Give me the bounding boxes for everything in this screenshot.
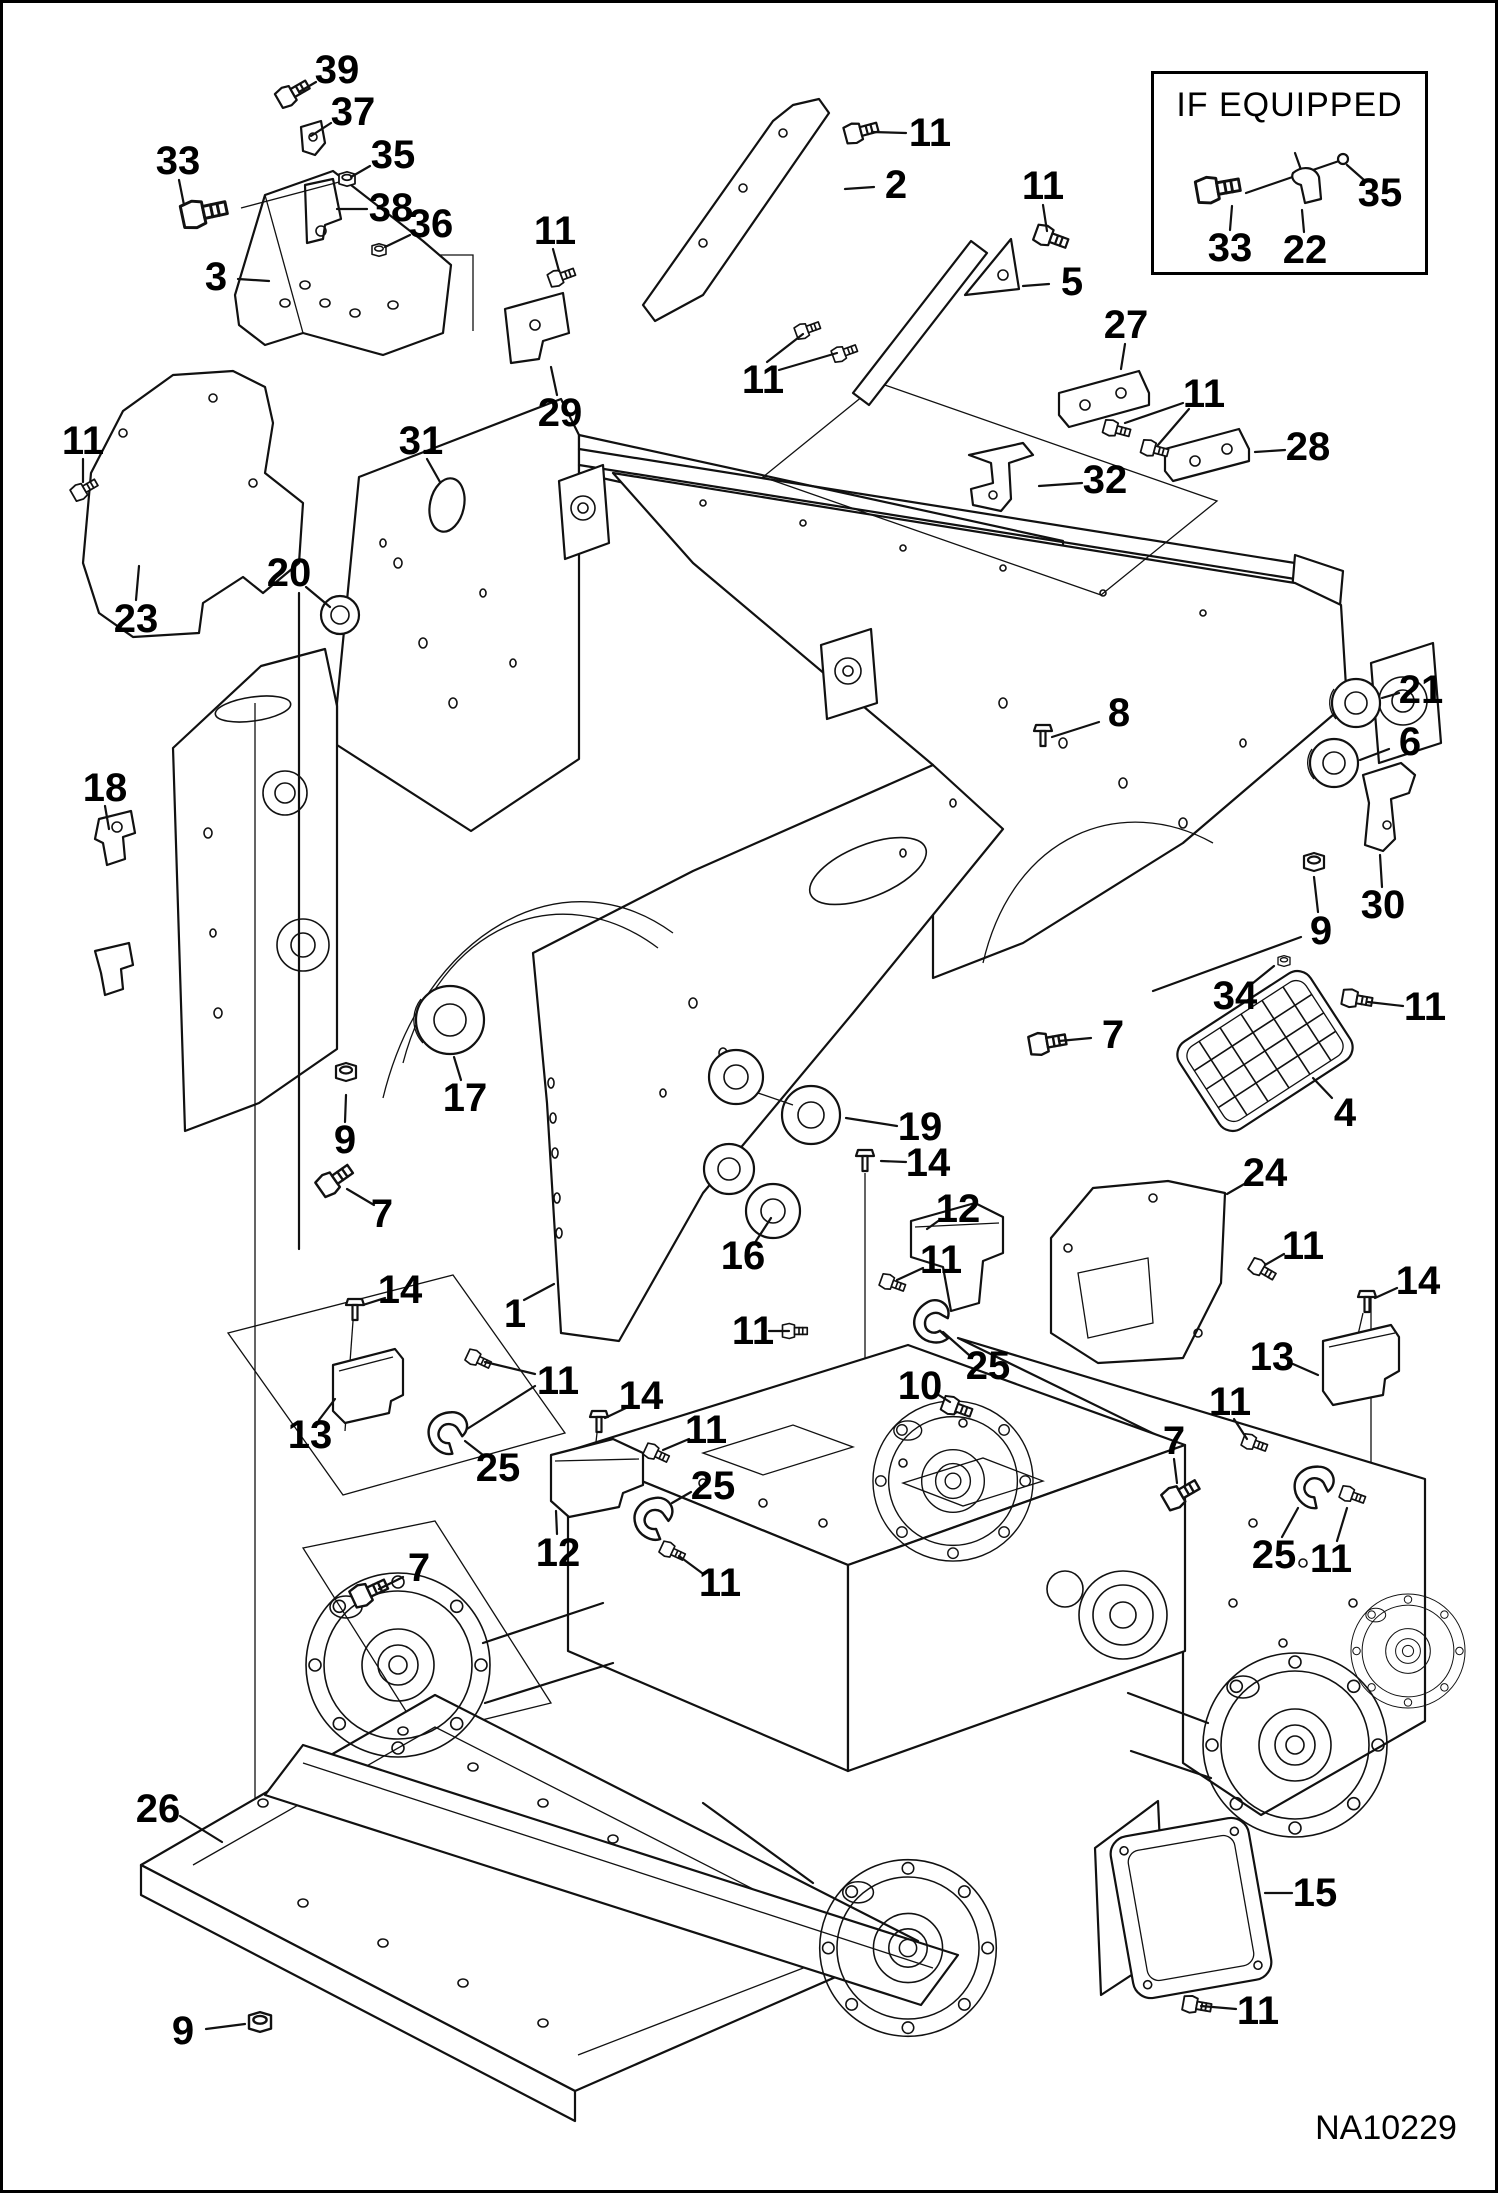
callout-14: 14 — [377, 1268, 423, 1312]
callout-11: 11 — [1281, 1224, 1325, 1268]
callout-29: 29 — [537, 391, 583, 435]
callout-28: 28 — [1285, 425, 1331, 469]
callout-25: 25 — [475, 1446, 521, 1490]
callout-9: 9 — [1309, 909, 1333, 953]
callout-10: 10 — [897, 1364, 943, 1408]
callout-11: 11 — [908, 111, 952, 155]
drawing-number: NA10229 — [1315, 2109, 1457, 2147]
callout-30: 30 — [1360, 883, 1406, 927]
if-equipped-title: IF EQUIPPED — [1176, 86, 1403, 124]
callout-22: 22 — [1282, 228, 1328, 272]
callout-19: 19 — [897, 1105, 943, 1149]
callout-23: 23 — [113, 597, 159, 641]
callout-14: 14 — [618, 1374, 664, 1418]
callout-11: 11 — [684, 1408, 728, 1452]
callout-33: 33 — [1207, 226, 1253, 270]
callout-25: 25 — [965, 1344, 1011, 1388]
callout-20: 20 — [266, 551, 312, 595]
callout-11: 11 — [533, 209, 577, 253]
callout-8: 8 — [1107, 691, 1131, 735]
callout-34: 34 — [1212, 974, 1258, 1018]
callout-18: 18 — [82, 766, 128, 810]
callout-11: 11 — [741, 358, 785, 402]
callout-32: 32 — [1082, 458, 1128, 502]
callout-11: 11 — [1208, 1380, 1252, 1424]
callout-16: 16 — [720, 1234, 766, 1278]
callout-9: 9 — [171, 2009, 195, 2053]
callout-35: 35 — [370, 133, 416, 177]
callout-11: 11 — [1236, 1989, 1280, 2033]
callout-17: 17 — [442, 1076, 488, 1120]
callout-21: 21 — [1398, 668, 1444, 712]
callout-11: 11 — [536, 1359, 580, 1403]
callout-11: 11 — [61, 419, 105, 463]
callout-7: 7 — [1162, 1419, 1186, 1463]
callout-11: 11 — [919, 1238, 963, 1282]
callout-35: 35 — [1357, 171, 1403, 215]
callout-31: 31 — [398, 419, 444, 463]
callout-6: 6 — [1398, 720, 1422, 764]
callout-11: 11 — [1182, 372, 1226, 416]
callout-11: 11 — [1021, 164, 1065, 208]
if-equipped-box — [1151, 71, 1428, 275]
callout-4: 4 — [1333, 1091, 1357, 1135]
callout-27: 27 — [1103, 303, 1149, 347]
callout-12: 12 — [935, 1187, 981, 1231]
callout-39: 39 — [314, 48, 360, 92]
callout-15: 15 — [1292, 1871, 1338, 1915]
callout-2: 2 — [884, 163, 908, 207]
callout-38: 38 — [368, 186, 414, 230]
callout-12: 12 — [535, 1531, 581, 1575]
callout-14: 14 — [905, 1141, 951, 1185]
callout-24: 24 — [1242, 1151, 1288, 1195]
callout-33: 33 — [155, 139, 201, 183]
callout-7: 7 — [407, 1546, 431, 1590]
callout-13: 13 — [1249, 1335, 1295, 1379]
callout-5: 5 — [1060, 260, 1084, 304]
callout-13: 13 — [287, 1413, 333, 1457]
callout-37: 37 — [330, 90, 376, 134]
callout-14: 14 — [1395, 1259, 1441, 1303]
callout-7: 7 — [370, 1192, 394, 1236]
callout-11: 11 — [1309, 1537, 1353, 1581]
callout-11: 11 — [1403, 985, 1447, 1029]
callout-9: 9 — [333, 1118, 357, 1162]
callout-11: 11 — [698, 1561, 742, 1605]
callout-1: 1 — [503, 1292, 527, 1336]
callout-layer — [3, 3, 1495, 2190]
callout-36: 36 — [408, 202, 454, 246]
callout-25: 25 — [690, 1464, 736, 1508]
callout-7: 7 — [1101, 1013, 1125, 1057]
callout-25: 25 — [1251, 1533, 1297, 1577]
callout-3: 3 — [204, 255, 228, 299]
callout-26: 26 — [135, 1787, 181, 1831]
callout-11: 11 — [731, 1309, 775, 1353]
